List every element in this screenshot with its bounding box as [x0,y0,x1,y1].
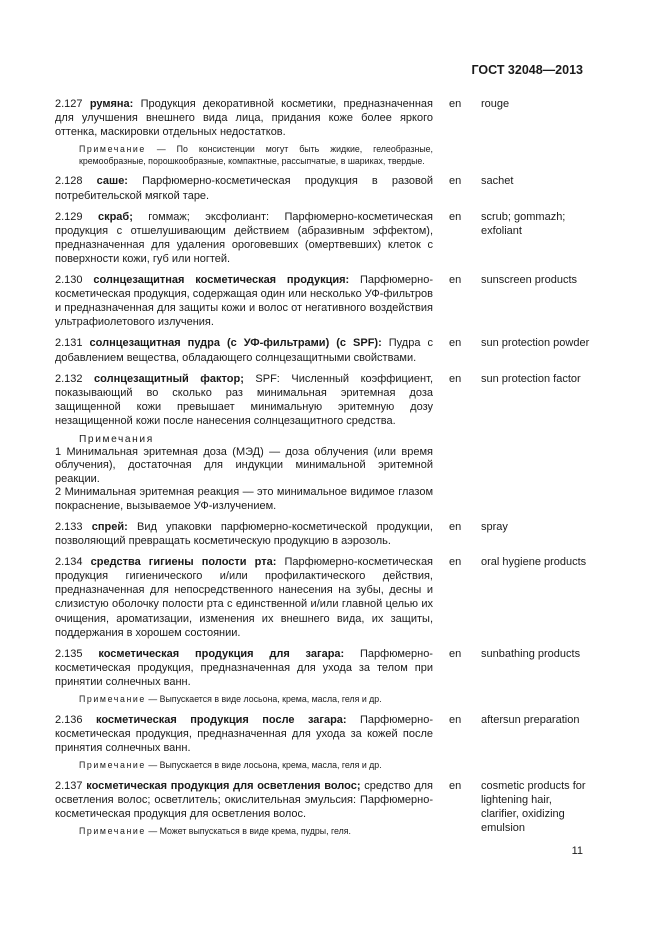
english-equivalent: sun protection powder [481,337,590,350]
term-number: 2.135 [55,647,83,660]
definition [55,713,433,755]
document-header: ГОСТ 32048—2013 [471,63,583,77]
definition [55,555,433,640]
term-entry-2-132 [55,372,591,513]
language-code: en [449,175,462,188]
term-name: саше: [96,175,128,188]
entry-text [55,336,433,364]
term-definition: Парфюмерно-косметическая продукция в разовой потребительской мягкой таре. [55,175,434,202]
definition [55,210,433,266]
definition [55,273,433,329]
term-definition: гоммаж; эксфолиант: Парфюмерно-косметическая продукция с отшелушивающим действием (абразивным эффектом), предназначенная для удаления ороговевших (омертвевших) клеток с поверхности кожи, губ или ногтей. [55,210,433,265]
note-item: 2 Минимальная эритемная реакция — это минимальное видимое глазом покраснение, вызываемое УФ-излучением. [55,486,433,512]
language-code: en [449,556,462,569]
term-name: солнцезащитная пудра (с УФ-фильтрами) (с SPF): [89,337,382,350]
english-equivalent: spray [481,521,508,533]
english-equivalent: aftersun preparation [481,713,580,726]
note [55,826,433,838]
definition [55,520,433,548]
term-definition: Парфюмерно-косметическая продукция, предназначенная для ухода за кожей после принятия солнечных ванн. [55,713,433,754]
term-entry-2-127 [55,97,591,167]
language-code: en [449,98,462,110]
term-number: 2.133 [55,521,83,533]
term-number: 2.131 [55,337,83,350]
term-definition: Пудра с добавлением вещества, обладающего солнцезащитными свойствами. [55,337,433,364]
term-name: косметическая продукция после загара: [95,713,347,726]
note-text: — По консистенции могут быть жидкие, гелеобразные, кремообразные, порошкообразные, компактные, рассыпчатые, в шариках, твердые. [79,144,433,166]
term-number: 2.132 [55,372,83,385]
term-name: солнцезащитный фактор; [94,372,244,385]
definition [55,97,433,139]
entry-text [55,779,433,838]
language-code: en [449,521,462,533]
notes-heading: Примечания [79,433,154,445]
term-definition: Парфюмерно-косметическая продукция, предназначенная для ухода за телом при принятии солнечных ванн. [55,647,433,688]
english-equivalent: scrub; gommazh; exfoliant [481,210,566,237]
english-equivalent: cosmetic products for lightening hair, clarifier, oxidizing emulsion [481,779,586,834]
definition [55,372,433,428]
note-text: — Выпускается в виде лосьона, крема, масла, геля и др. [148,759,382,770]
language-code: en [449,647,462,660]
english-equivalent: sun protection factor [481,372,581,385]
term-entries [55,97,591,844]
entry-text [55,97,433,167]
language-code: en [449,779,462,792]
english-equivalent: oral hygiene products [481,556,587,569]
term-entry-2-135 [55,647,591,706]
term-definition: Парфюмерно-косметическая продукция гигиенического и/или профилактического действия, предназначенная для непосредственного нанесения на зубы, десны и слизистую оболочку полости рта с единственной и/или главной целью их очищения, ароматизации, изменения их внешнего вида, их защиты, поддержания в хорошем состоянии. [55,556,434,639]
term-definition: Продукция декоративной косметики, предназначенная для улучшения внешнего вида лица, придания коже более яркого оттенка, маскировки отдельных недостатков. [55,98,433,139]
note-label: Примечание [79,759,146,770]
language-code: en [449,713,462,726]
entry-text [55,210,433,266]
definition [55,647,433,689]
note-label: Примечание [79,825,146,836]
term-name: скраб; [97,210,133,223]
term-definition: SPF: Численный коэффициент, показывающий во сколько раз минимальная эритемная доза защищенной кожи превышает минимальную эритемную дозу незащищенной кожи после нанесения солнцезащитного средства. [55,372,433,427]
term-definition: Парфюмерно-косметическая продукция, содержащая один или несколько УФ-фильтров и предназначенная для защиты кожи и волос от негативного воздействия ультрафиолетового излучения. [55,274,433,329]
english-equivalent: sunbathing products [481,647,581,660]
term-definition: средство для осветления волос; осветлитель; окислительная эмульсия: Парфюмерно-косметическая продукция для осветления волос. [55,779,434,820]
note-label: Примечание [79,694,146,705]
term-number: 2.134 [55,556,83,569]
term-number: 2.137 [55,779,83,792]
entry-text [55,713,433,772]
term-entry-2-129 [55,210,591,266]
entry-text [55,273,433,329]
language-code: en [449,337,462,350]
note-text: — Выпускается в виде лосьона, крема, масла, геля и др. [148,694,382,705]
entry-text [55,647,433,706]
term-number: 2.129 [55,210,83,223]
note-item: 1 Минимальная эритемная доза (МЭД) — доза облучения (или время облучения), достаточная для индукции минимальной эритемной реакции. [55,445,433,485]
entry-text [55,372,433,513]
term-number: 2.128 [55,175,83,188]
note-text: — Может выпускаться в виде крема, пудры, геля. [148,825,351,836]
term-name: косметическая продукция для осветления волос; [86,779,361,792]
note-label: Примечание [79,144,146,155]
term-entry-2-136 [55,713,591,772]
term-number: 2.136 [55,713,83,726]
note [55,694,433,706]
term-name: спрей: [91,521,128,533]
term-name: румяна: [89,98,134,110]
term-number: 2.127 [55,98,83,110]
page-number: 11 [571,845,583,857]
term-name: косметическая продукция для загара: [98,647,345,660]
term-definition: Вид упаковки парфюмерно-косметической продукции, позволяющий превращать косметическую продукцию в аэрозоль. [55,521,433,548]
term-name: средства гигиены полости рта: [90,556,277,569]
term-number: 2.130 [55,274,83,287]
note [55,144,433,167]
term-entry-2-133 [55,520,591,548]
term-name: солнцезащитная косметическая продукция: [93,274,350,287]
definition [55,174,433,202]
term-entry-2-137 [55,779,591,838]
entry-text [55,174,433,202]
term-entry-2-130 [55,273,591,329]
definition [55,779,433,821]
language-code: en [449,372,462,385]
entry-text [55,555,433,640]
english-equivalent: sunscreen products [481,274,577,287]
definition [55,336,433,364]
entry-text [55,520,433,548]
term-entry-2-134 [55,555,591,640]
term-entry-2-131 [55,336,591,364]
language-code: en [449,274,462,287]
note [55,760,433,772]
language-code: en [449,210,462,223]
term-entry-2-128 [55,174,591,202]
english-equivalent: rouge [481,98,510,110]
notes [55,433,433,513]
english-equivalent: sachet [481,175,514,188]
